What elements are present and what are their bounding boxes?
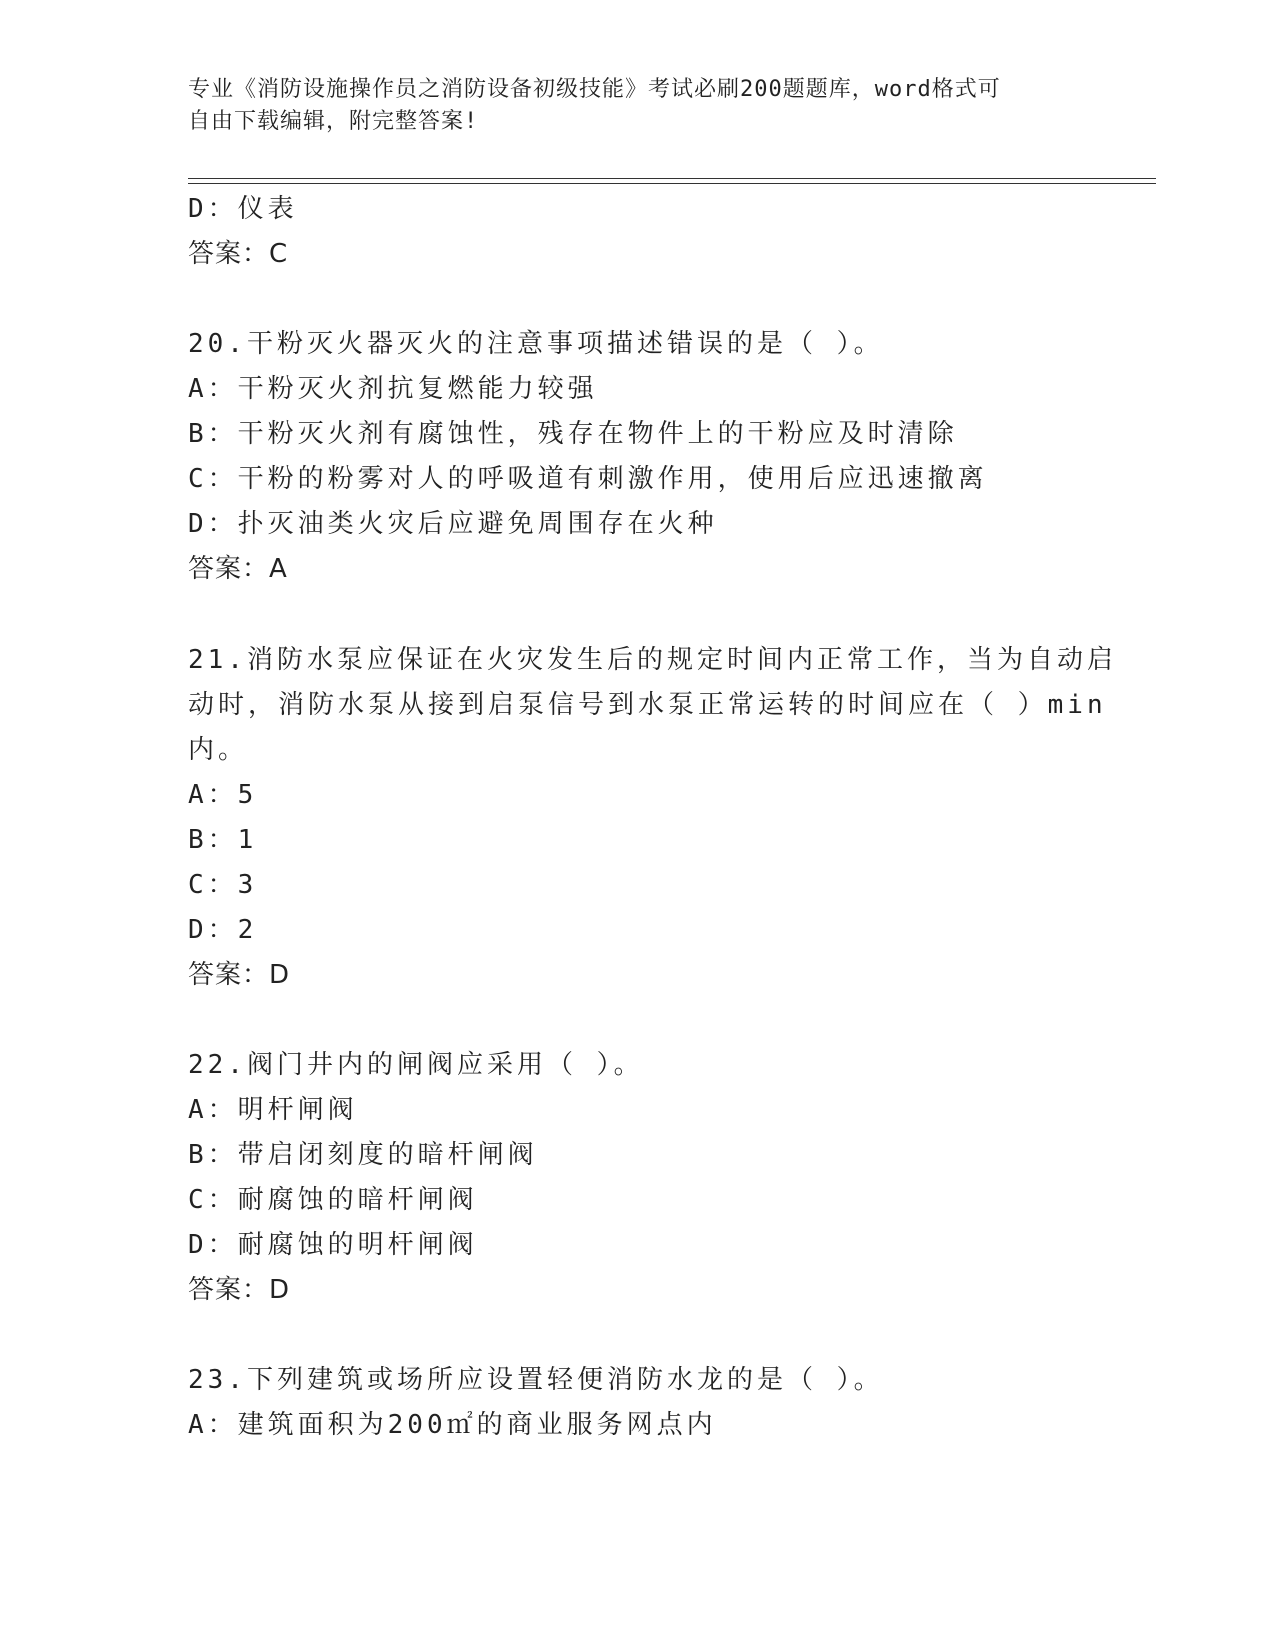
q21-option-a: A：5 (188, 780, 258, 810)
q21-option-c: C：3 (188, 870, 258, 900)
q22-answer: 答案：D (188, 1275, 291, 1305)
header-divider-bottom (188, 183, 1156, 184)
q22-option-c: C：耐腐蚀的暗杆闸阀 (188, 1185, 478, 1215)
header-title-line-2: 自由下载编辑，附完整答案! (188, 109, 479, 134)
q20-option-a: A：干粉灭火剂抗复燃能力较强 (188, 374, 598, 404)
document-header (188, 74, 1068, 138)
q22-stem: 22.阀门井内的闸阀应采用（ ）。 (188, 1050, 644, 1080)
q20-option-c: C：干粉的粉雾对人的呼吸道有刺激作用，使用后应迅速撤离 (188, 464, 988, 494)
q21-stem-line-1: 21.消防水泵应保证在火灾发生后的规定时间内正常工作，当为自动启 (188, 645, 1117, 675)
prev-option-d: D：仪表 (188, 194, 298, 224)
q20-option-b: B：干粉灭火剂有腐蚀性，残存在物件上的干粉应及时清除 (188, 419, 958, 449)
q21-option-b: B：1 (188, 825, 258, 855)
q23-option-a: A：建筑面积为200㎡的商业服务网点内 (188, 1410, 717, 1440)
q23-stem: 23.下列建筑或场所应设置轻便消防水龙的是（ ）。 (188, 1365, 884, 1395)
header-title-line-1: 专业《消防设施操作员之消防设备初级技能》考试必刷200题题库，word格式可 (188, 77, 1001, 102)
q20-option-d: D：扑灭油类火灾后应避免周围存在火种 (188, 509, 718, 539)
q20-answer: 答案：A (188, 554, 288, 584)
q22-option-b: B：带启闭刻度的暗杆闸阀 (188, 1140, 538, 1170)
q21-answer: 答案：D (188, 960, 291, 990)
q20-stem: 20.干粉灭火器灭火的注意事项描述错误的是（ ）。 (188, 329, 884, 359)
q21-option-d: D：2 (188, 915, 258, 945)
q22-option-d: D：耐腐蚀的明杆闸阀 (188, 1230, 478, 1260)
header-divider-top (188, 178, 1156, 179)
q22-option-a: A：明杆闸阀 (188, 1095, 358, 1125)
prev-answer: 答案：C (188, 239, 289, 269)
q21-stem-line-2: 动时，消防水泵从接到启泵信号到水泵正常运转的时间应在（ ）min (188, 690, 1107, 720)
q21-stem-line-3: 内。 (188, 735, 249, 765)
